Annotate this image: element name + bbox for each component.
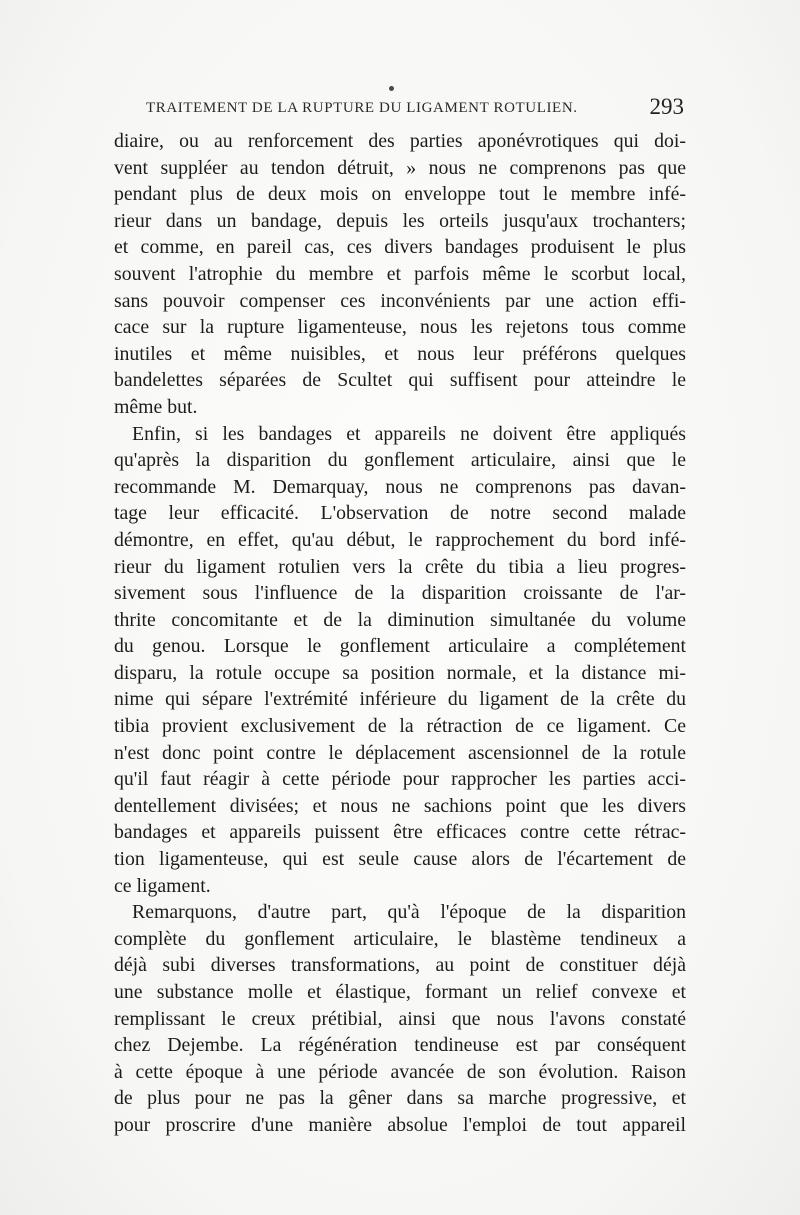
paragraph-last-line: même but.	[114, 395, 198, 418]
text-line: souvent l'atrophie du membre et parfois même le scorbut local,	[114, 262, 686, 285]
text-line: et comme, en pareil cas, ces divers bandages produisent le plus	[114, 236, 686, 259]
text-line: pendant plus de deux mois on enveloppe tout le membre infé-	[114, 183, 686, 206]
page-number: 293	[649, 94, 684, 119]
text-line: vent suppléer au tendon détruit, » nous ne comprenons pas que	[114, 156, 686, 179]
text-line: tibia provient exclusivement de la rétraction de ce ligament. Ce	[114, 715, 686, 738]
text-line: remplissant le creux prétibial, ainsi que nous l'avons constaté	[114, 1007, 686, 1030]
text-line: bandages et appareils puissent être efficaces contre cette rétrac-	[114, 821, 686, 844]
paragraph-first-line: Enfin, si les bandages et appareils ne doivent être appliqués	[132, 422, 686, 445]
text-line: sivement sous l'influence de la disparition croissante de l'ar-	[114, 582, 686, 605]
text-line: diaire, ou au renforcement des parties aponévrotiques qui doi-	[114, 130, 686, 152]
text-line: thrite concomitante et de la diminution simultanée du volume	[114, 608, 686, 631]
paragraph-first-line: Remarquons, d'autre part, qu'à l'époque de la disparition	[132, 901, 686, 924]
text-line: du genou. Lorsque le gonflement articulaire a complétement	[114, 635, 686, 658]
ink-speck	[389, 86, 394, 91]
text-line: à cette époque à une période avancée de son évolution. Raison	[114, 1060, 686, 1083]
text-line: n'est donc point contre le déplacement ascensionnel de la rotule	[114, 741, 686, 764]
body-text	[114, 128, 686, 1139]
text-line: de plus pour ne pas la gêner dans sa marche progressive, et	[114, 1087, 686, 1110]
text-line: sans pouvoir compenser ces inconvénients par une action effi-	[114, 289, 686, 312]
text-line: tage leur efficacité. L'observation de notre second malade	[114, 502, 686, 525]
text-line: recommande M. Demarquay, nous ne comprenons pas davan-	[114, 475, 686, 498]
text-line: inutiles et même nuisibles, et nous leur préférons quelques	[114, 342, 686, 365]
text-line: une substance molle et élastique, formant un relief convexe et	[114, 981, 686, 1003]
text-line: bandelettes séparées de Scultet qui suffisent pour atteindre le	[114, 369, 686, 392]
running-title: TRAITEMENT DE LA RUPTURE DU LIGAMENT ROTULIEN.	[146, 100, 578, 116]
text-line: complète du gonflement articulaire, le blastème tendineux a	[114, 927, 686, 950]
page-header	[146, 94, 684, 122]
text-line: déjà subi diverses transformations, au point de constituer déjà	[114, 954, 686, 977]
text-line: chez Dejembe. La régénération tendineuse est par conséquent	[114, 1034, 686, 1057]
paragraph-last-line: ce ligament.	[114, 874, 211, 897]
text-line: cace sur la rupture ligamenteuse, nous les rejetons tous comme	[114, 316, 686, 339]
text-line: qu'après la disparition du gonflement articulaire, ainsi que le	[114, 449, 686, 472]
text-line: démontre, en effet, qu'au début, le rapprochement du bord infé-	[114, 528, 686, 551]
text-line: rieur dans un bandage, depuis les orteils jusqu'aux trochanters;	[114, 209, 686, 232]
text-line: disparu, la rotule occupe sa position normale, et la distance mi-	[114, 661, 686, 684]
text-line: qu'il faut réagir à cette période pour rapprocher les parties acci-	[114, 768, 686, 791]
text-line: dentellement divisées; et nous ne sachions point que les divers	[114, 794, 686, 817]
text-line: rieur du ligament rotulien vers la crête du tibia a lieu progres-	[114, 555, 686, 578]
text-line: nime qui sépare l'extrémité inférieure du ligament de la crête du	[114, 688, 686, 711]
text-line: pour proscrire d'une manière absolue l'emploi de tout appareil	[114, 1113, 686, 1136]
text-line: tion ligamenteuse, qui est seule cause alors de l'écartement de	[114, 848, 686, 871]
